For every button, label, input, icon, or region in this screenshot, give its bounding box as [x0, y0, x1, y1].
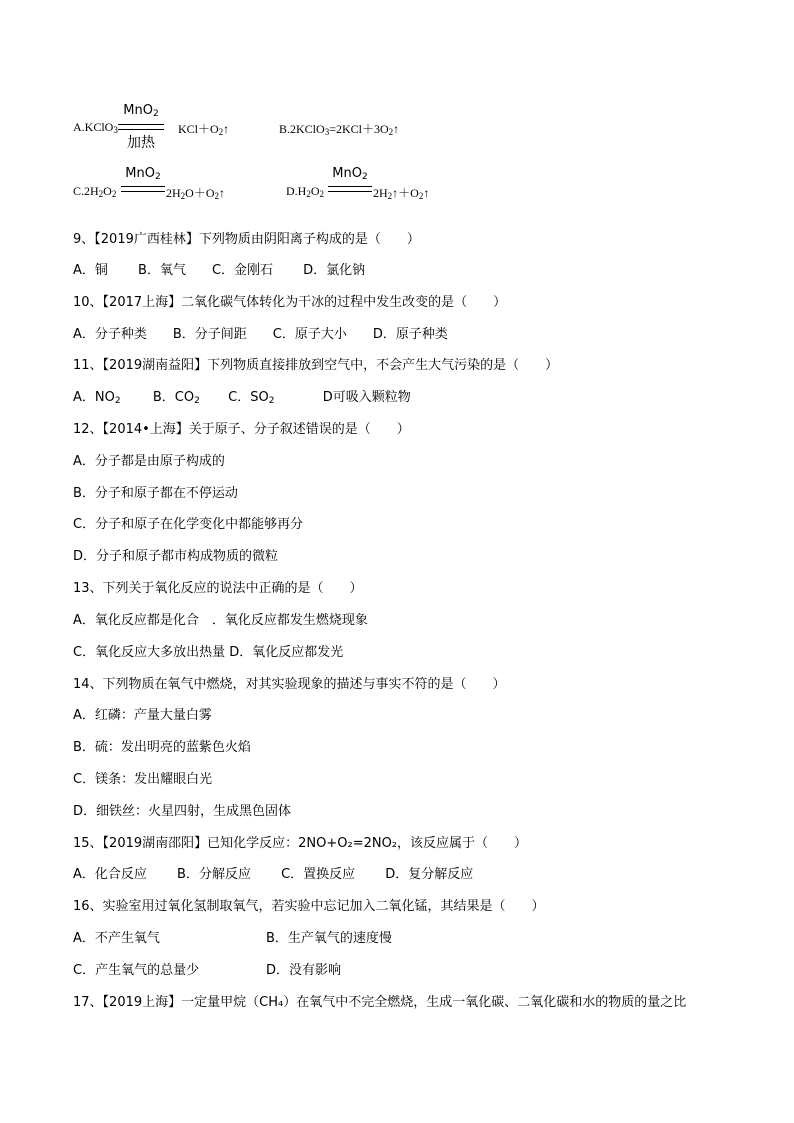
eq-d-arrow: ↑ — [423, 186, 430, 200]
question-12-stem: 12、【2014•上海】关于原子、分子叙述错误的是（ ） — [73, 422, 410, 437]
eq-c-cond-text: MnO — [125, 166, 155, 181]
eq-a-sub: 3 — [113, 125, 118, 135]
question-15-options: A．化合反应 B．分解反应 C．置换反应 D．复分解反应 — [73, 867, 474, 882]
eq-a-label: A.KClO — [73, 120, 114, 134]
q16-option-d: D．没有影响 — [266, 963, 342, 978]
eq-a-product-sub: 2 — [218, 127, 224, 137]
eq-a-cond-sub: 2 — [152, 109, 159, 119]
eq-c-sub2: 2 — [111, 189, 117, 199]
equation-b — [279, 120, 399, 137]
q14-option-c: C．镁条：发出耀眼白光 — [73, 772, 213, 787]
q13-options-row2: C．氧化反应大多放出热量 D．氧化反应都发光 — [73, 645, 344, 660]
eq-a-double-line — [118, 124, 164, 130]
eq-c-sub4: 2 — [214, 191, 220, 201]
eq-d-sub4: 2 — [418, 191, 424, 201]
eq-b-sub2: 2 — [388, 127, 394, 137]
q11-option-a-sub: 2 — [114, 396, 121, 406]
question-11-stem: 11、【2019湖南益阳】下列物质直接排放到空气中，不会产生大气污染的是（ ） — [73, 358, 559, 373]
eq-a-condition-top — [118, 103, 164, 119]
eq-c-condition-top — [121, 166, 165, 182]
eq-c-sub1: 2 — [98, 189, 104, 199]
eq-c-products — [166, 184, 225, 201]
eq-b-mid: =2KCl＋3O — [329, 122, 389, 136]
eq-d-product-b: ↑＋O — [392, 186, 419, 200]
question-15-stem: 15、【2019湖南邵阳】已知化学反应：2NO+O₂=2NO₂，该反应属于（ ） — [73, 836, 528, 851]
q11-option-b-sub: 2 — [194, 396, 200, 406]
eq-d-double-line — [328, 186, 372, 192]
eq-d-cond-sub: 2 — [361, 172, 368, 182]
q11-option-c: C．SO — [228, 390, 269, 405]
eq-d-o: O — [310, 184, 320, 198]
eq-b-sub1: 3 — [324, 127, 330, 137]
eq-c-label: C.2H — [73, 184, 99, 198]
question-13-stem: 13、下列关于氧化反应的说法中正确的是（ ） — [73, 581, 363, 596]
equation-d — [286, 184, 324, 199]
eq-a-arrow: ↑ — [223, 122, 230, 136]
question-14-stem: 14、下列物质在氧气中燃烧，对其实验现象的描述与事实不符的是（ ） — [73, 677, 506, 692]
eq-d-label: D.H — [286, 184, 307, 198]
eq-c-product-a: 2H — [166, 186, 181, 200]
eq-d-product-a: 2H — [373, 186, 388, 200]
eq-a-condition-bottom: 加热 — [127, 135, 155, 151]
eq-d-sub3: 2 — [387, 191, 393, 201]
eq-c-double-line — [121, 186, 165, 192]
eq-c-sub3: 2 — [180, 191, 186, 201]
eq-a-cond-text: MnO — [123, 103, 153, 118]
eq-d-sub2: 2 — [319, 189, 325, 199]
q13-options-row1: A．氧化反应都是化合 ．氧化反应都发生燃烧现象 — [73, 613, 368, 628]
q14-option-d: D．细铁丝：火星四射，生成黑色固体 — [73, 804, 292, 819]
eq-d-condition-top — [328, 166, 372, 182]
eq-d-products — [373, 184, 429, 201]
question-17-stem: 17、【2019上海】一定量甲烷（CH₄）在氧气中不完全燃烧，生成一氧化碳、二氧化碳和水的物质的量之比 — [73, 995, 687, 1010]
q12-option-d: D．分子和原子都市构成物质的微粒 — [73, 549, 279, 564]
q14-option-b: B．硫：发出明亮的蓝紫色火焰 — [73, 740, 251, 755]
question-11-options — [73, 389, 411, 410]
eq-c-cond-sub: 2 — [154, 172, 161, 182]
equation-c — [73, 184, 116, 199]
question-10-stem: 10、【2017上海】二氧化碳气体转化为干冰的过程中发生改变的是（ ） — [73, 295, 507, 310]
eq-a-product: KCl＋O — [178, 122, 219, 136]
eq-c-arrow: ↑ — [219, 186, 226, 200]
question-9-stem: 9、【2019广西桂林】下列物质由阴阳离子构成的是（ ） — [73, 232, 420, 247]
question-16-stem: 16、实验室用过氧化氢制取氧气，若实验中忘记加入二氧化锰，其结果是（ ） — [73, 899, 545, 914]
eq-a-products — [178, 120, 229, 137]
q12-option-a: A．分子都是由原子构成的 — [73, 454, 225, 469]
eq-d-cond-text: MnO — [332, 166, 362, 181]
q14-option-a: A．红磷：产量大量白雾 — [73, 708, 212, 723]
q16-option-a: A．不产生氧气 — [73, 931, 160, 946]
q11-option-c-sub: 2 — [268, 396, 275, 406]
q12-option-c: C．分子和原子在化学变化中都能够再分 — [73, 517, 304, 532]
q16-option-c: C．产生氧气的总量少 — [73, 963, 200, 978]
eq-c-product-b: O＋O — [185, 186, 215, 200]
q12-option-b: B．分子和原子都在不停运动 — [73, 486, 238, 501]
question-10-options: A．分子种类 B．分子间距 C．原子大小 D．原子种类 — [73, 327, 448, 342]
eq-b-arrow: ↑ — [393, 122, 400, 136]
q11-option-b: B．CO — [152, 390, 195, 405]
q11-option-d: D可吸入颗粒物 — [322, 390, 411, 405]
eq-c-o: O — [103, 184, 112, 198]
eq-d-sub1: 2 — [306, 189, 311, 199]
question-9-options: A．铜 B．氧气 C．金刚石 D．氯化钠 — [73, 263, 366, 278]
eq-b-text: B.2KClO — [279, 122, 325, 136]
q16-option-b: B．生产氧气的速度慢 — [266, 931, 392, 946]
q11-option-a: A．NO — [73, 390, 115, 405]
equation-a — [73, 120, 118, 135]
